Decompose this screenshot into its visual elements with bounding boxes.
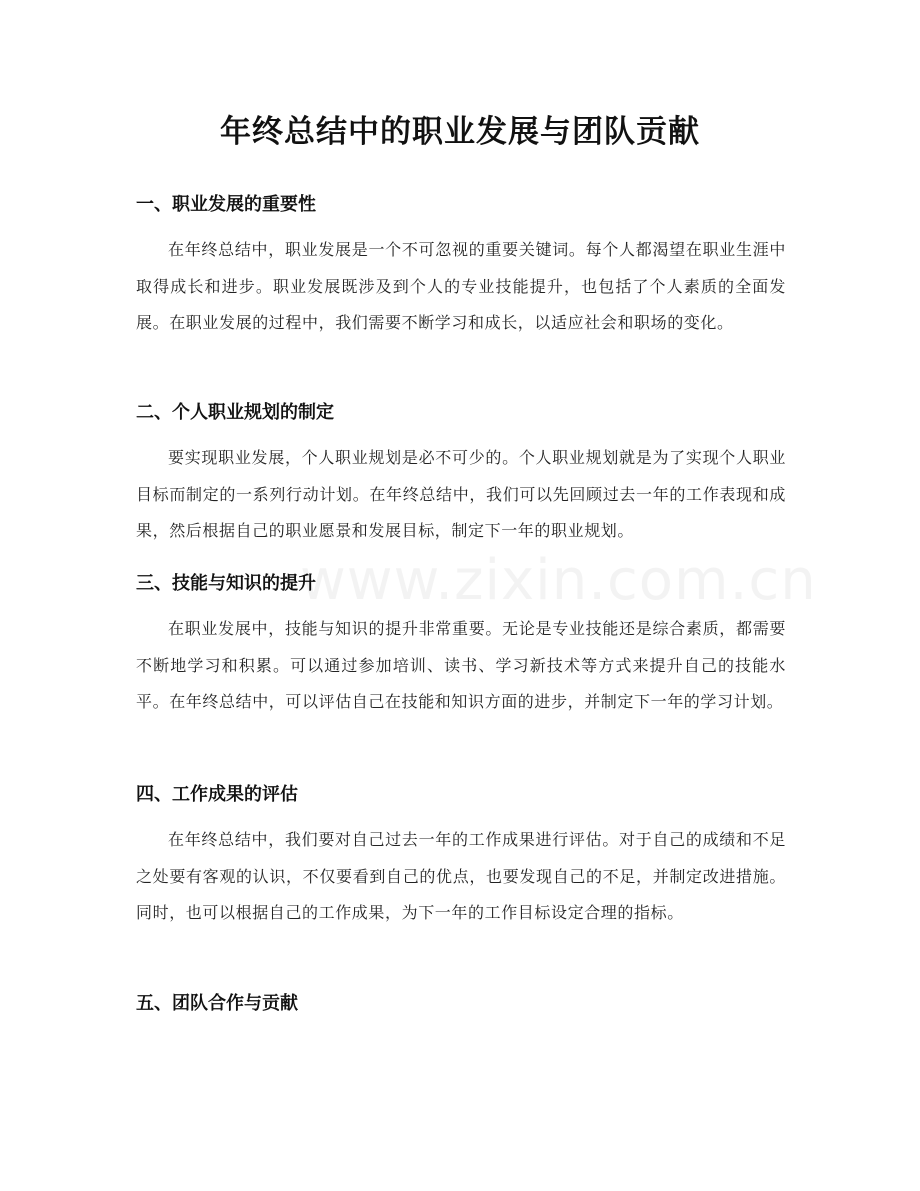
section-heading-5: 五、团队合作与贡献 bbox=[136, 993, 298, 1014]
section-heading-3: 三、技能与知识的提升 bbox=[136, 573, 316, 594]
section-heading-2: 二、个人职业规划的制定 bbox=[136, 402, 334, 423]
section-paragraph-4: 在年终总结中，我们要对自己过去一年的工作成果进行评估。对于自己的成绩和不足之处要有客观的认识，不仅要看到自己的优点，也要发现自己的不足，并制定改进措施。同时，也可以根据自己的工作成果，为下一年的工作目标设定合理的指标。 bbox=[136, 830, 786, 922]
section-heading-4: 四、工作成果的评估 bbox=[136, 784, 298, 805]
watermark-text: www.zixin.com.cn bbox=[300, 548, 817, 613]
section-heading-1: 一、职业发展的重要性 bbox=[136, 194, 316, 215]
section-paragraph-1: 在年终总结中，职业发展是一个不可忽视的重要关键词。每个人都渴望在职业生涯中取得成长和进步。职业发展既涉及到个人的专业技能提升，也包括了个人素质的全面发展。在职业发展的过程中，我们需要不断学习和成长，以适应社会和职场的变化。 bbox=[136, 240, 786, 332]
document-title: 年终总结中的职业发展与团队贡献 bbox=[220, 114, 700, 150]
section-paragraph-3: 在职业发展中，技能与知识的提升非常重要。无论是专业技能还是综合素质，都需要不断地学习和积累。可以通过参加培训、读书、学习新技术等方式来提升自己的技能水平。在年终总结中，可以评估自己在技能和知识方面的进步，并制定下一年的学习计划。 bbox=[136, 619, 786, 711]
section-paragraph-2: 要实现职业发展，个人职业规划是必不可少的。个人职业规划就是为了实现个人职业目标而制定的一系列行动计划。在年终总结中，我们可以先回顾过去一年的工作表现和成果，然后根据自己的职业愿景和发展目标，制定下一年的职业规划。 bbox=[136, 448, 786, 540]
